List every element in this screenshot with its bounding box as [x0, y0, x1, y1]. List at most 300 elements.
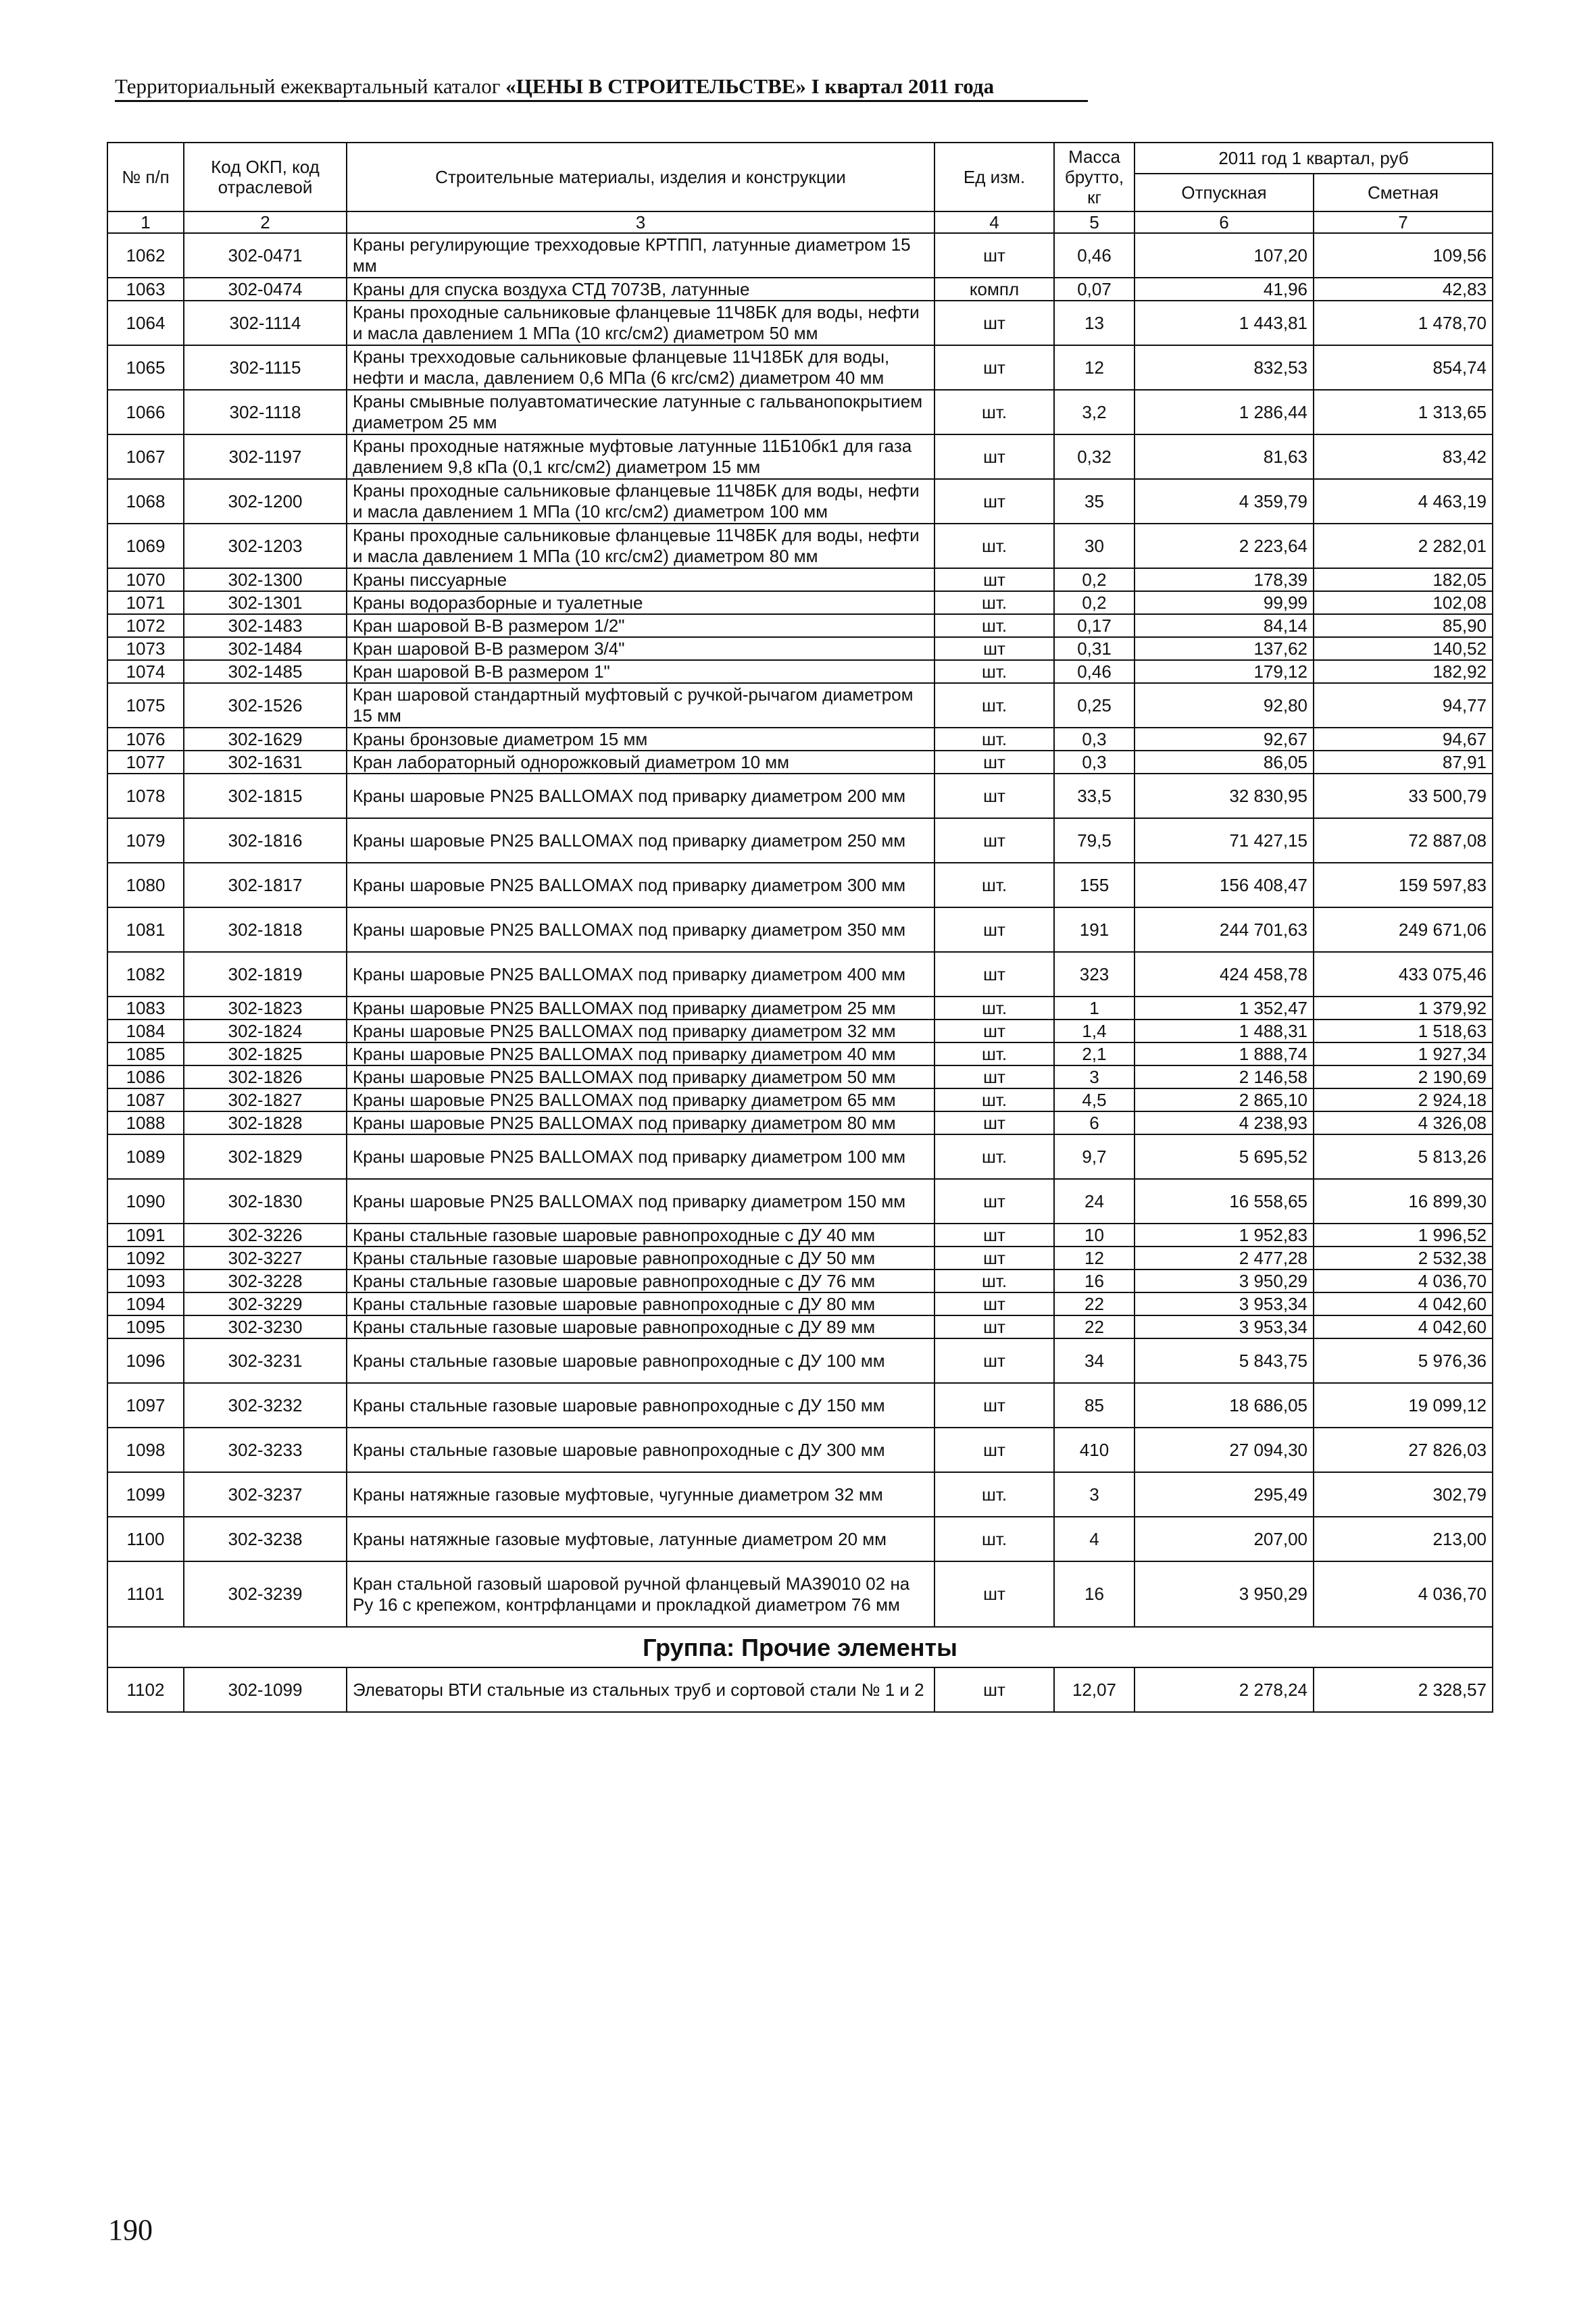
table-row	[107, 1561, 1493, 1627]
cell-release-price: 424 458,78	[1134, 952, 1314, 997]
cell-release-price: 2 477,28	[1134, 1247, 1314, 1269]
cell-mass: 85	[1054, 1383, 1134, 1428]
cell-name: Краны шаровые PN25 BALLOMAX под приварку диаметром 100 мм	[347, 1134, 934, 1179]
cell-mass: 1	[1054, 997, 1134, 1020]
cell-num: 1067	[107, 434, 184, 479]
cell-code: 302-1819	[184, 952, 347, 997]
cell-code: 302-3238	[184, 1517, 347, 1561]
cell-estimate-price: 4 036,70	[1314, 1269, 1493, 1292]
cell-unit: шт	[934, 1247, 1054, 1269]
cell-mass: 0,25	[1054, 683, 1134, 728]
cell-num: 1063	[107, 278, 184, 301]
cell-estimate-price: 4 463,19	[1314, 479, 1493, 524]
table-row	[107, 863, 1493, 907]
cell-unit: шт	[934, 637, 1054, 660]
cell-name: Кран шаровой В-В размером 1/2"	[347, 614, 934, 637]
table-row	[107, 1134, 1493, 1179]
cell-release-price: 178,39	[1134, 568, 1314, 591]
cell-name: Краны шаровые PN25 BALLOMAX под приварку диаметром 25 мм	[347, 997, 934, 1020]
cell-estimate-price: 249 671,06	[1314, 907, 1493, 952]
table-row	[107, 1224, 1493, 1247]
table-row	[107, 683, 1493, 728]
table-row	[107, 479, 1493, 524]
cell-release-price: 3 950,29	[1134, 1561, 1314, 1627]
cell-code: 302-1828	[184, 1111, 347, 1134]
cell-mass: 0,2	[1054, 568, 1134, 591]
cell-unit: шт.	[934, 1517, 1054, 1561]
cell-mass: 0,17	[1054, 614, 1134, 637]
cell-num: 1073	[107, 637, 184, 660]
cell-mass: 12	[1054, 345, 1134, 390]
table-row	[107, 997, 1493, 1020]
cell-release-price: 137,62	[1134, 637, 1314, 660]
cell-mass: 16	[1054, 1269, 1134, 1292]
cell-mass: 22	[1054, 1292, 1134, 1315]
table-row	[107, 390, 1493, 434]
cell-num: 1076	[107, 728, 184, 751]
cell-code: 302-1817	[184, 863, 347, 907]
cell-mass: 34	[1054, 1338, 1134, 1383]
cell-estimate-price: 1 379,92	[1314, 997, 1493, 1020]
cell-unit: шт.	[934, 614, 1054, 637]
cell-num: 1072	[107, 614, 184, 637]
cell-release-price: 1 888,74	[1134, 1042, 1314, 1065]
header-price-group: 2011 год 1 квартал, руб	[1134, 143, 1493, 174]
cell-estimate-price: 72 887,08	[1314, 818, 1493, 863]
cell-release-price: 71 427,15	[1134, 818, 1314, 863]
cell-name: Краны для спуска воздуха СТД 7073В, латунные	[347, 278, 934, 301]
cell-num: 1079	[107, 818, 184, 863]
cell-estimate-price: 213,00	[1314, 1517, 1493, 1561]
table-row	[107, 907, 1493, 952]
table-row	[107, 1042, 1493, 1065]
cell-code: 302-1200	[184, 479, 347, 524]
cell-estimate-price: 1 313,65	[1314, 390, 1493, 434]
cell-estimate-price: 4 042,60	[1314, 1292, 1493, 1315]
cell-code: 302-1631	[184, 751, 347, 774]
table-row	[107, 278, 1493, 301]
cell-estimate-price: 302,79	[1314, 1472, 1493, 1517]
cell-num: 1088	[107, 1111, 184, 1134]
cell-estimate-price: 182,05	[1314, 568, 1493, 591]
cell-estimate-price: 27 826,03	[1314, 1428, 1493, 1472]
cell-release-price: 156 408,47	[1134, 863, 1314, 907]
cell-name: Краны смывные полуавтоматические латунные с гальванопокрытием диаметром 25 мм	[347, 390, 934, 434]
cell-unit: шт	[934, 1224, 1054, 1247]
cell-code: 302-1827	[184, 1088, 347, 1111]
cell-name: Краны шаровые PN25 BALLOMAX под приварку диаметром 65 мм	[347, 1088, 934, 1111]
cell-unit: шт	[934, 1315, 1054, 1338]
cell-mass: 0,31	[1054, 637, 1134, 660]
cell-code: 302-1526	[184, 683, 347, 728]
cell-unit: шт.	[934, 390, 1054, 434]
table-body	[107, 233, 1493, 1627]
cell-code: 302-1114	[184, 301, 347, 345]
cell-num: 1101	[107, 1561, 184, 1627]
cell-code: 302-1118	[184, 390, 347, 434]
cell-mass: 323	[1054, 952, 1134, 997]
cell-estimate-price: 16 899,30	[1314, 1179, 1493, 1224]
cell-release-price: 1 443,81	[1134, 301, 1314, 345]
cell-unit: шт.	[934, 524, 1054, 568]
cell-num: 1090	[107, 1179, 184, 1224]
table-row	[107, 1338, 1493, 1383]
cell-unit: шт	[934, 1667, 1054, 1712]
cell-release-price: 92,80	[1134, 683, 1314, 728]
header-title: «ЦЕНЫ В СТРОИТЕЛЬСТВЕ»	[505, 74, 806, 98]
cell-unit: шт	[934, 1338, 1054, 1383]
table-row	[107, 1292, 1493, 1315]
price-table	[107, 142, 1493, 1713]
cell-name: Краны писсуарные	[347, 568, 934, 591]
cell-estimate-price: 1 996,52	[1314, 1224, 1493, 1247]
cell-code: 302-1825	[184, 1042, 347, 1065]
cell-release-price: 107,20	[1134, 233, 1314, 278]
cell-name: Краны водоразборные и туалетные	[347, 591, 934, 614]
cell-mass: 0,3	[1054, 751, 1134, 774]
cell-release-price: 1 352,47	[1134, 997, 1314, 1020]
cell-mass: 0,32	[1054, 434, 1134, 479]
column-numbers-row	[107, 211, 1493, 233]
cell-code: 302-1115	[184, 345, 347, 390]
cell-mass: 33,5	[1054, 774, 1134, 818]
cell-code: 302-3227	[184, 1247, 347, 1269]
cell-num: 1085	[107, 1042, 184, 1065]
col-number: 4	[934, 211, 1054, 233]
cell-mass: 0,46	[1054, 233, 1134, 278]
cell-code: 302-1483	[184, 614, 347, 637]
cell-code: 302-1300	[184, 568, 347, 591]
cell-name: Элеваторы ВТИ стальные из стальных труб и сортовой стали № 1 и 2	[347, 1667, 934, 1712]
cell-num: 1089	[107, 1134, 184, 1179]
cell-num: 1065	[107, 345, 184, 390]
cell-code: 302-3232	[184, 1383, 347, 1428]
cell-name: Краны шаровые PN25 BALLOMAX под приварку диаметром 200 мм	[347, 774, 934, 818]
table-row	[107, 1179, 1493, 1224]
cell-estimate-price: 109,56	[1314, 233, 1493, 278]
cell-name: Краны стальные газовые шаровые равнопроходные с ДУ 100 мм	[347, 1338, 934, 1383]
cell-release-price: 244 701,63	[1134, 907, 1314, 952]
cell-num: 1082	[107, 952, 184, 997]
cell-estimate-price: 87,91	[1314, 751, 1493, 774]
table-row	[107, 1269, 1493, 1292]
cell-mass: 1,4	[1054, 1020, 1134, 1042]
cell-mass: 155	[1054, 863, 1134, 907]
cell-code: 302-1484	[184, 637, 347, 660]
cell-estimate-price: 4 042,60	[1314, 1315, 1493, 1338]
cell-num: 1092	[107, 1247, 184, 1269]
cell-code: 302-1203	[184, 524, 347, 568]
cell-code: 302-3239	[184, 1561, 347, 1627]
cell-estimate-price: 4 036,70	[1314, 1561, 1493, 1627]
cell-code: 302-1823	[184, 997, 347, 1020]
cell-release-price: 41,96	[1134, 278, 1314, 301]
cell-unit: шт	[934, 907, 1054, 952]
cell-code: 302-0471	[184, 233, 347, 278]
cell-num: 1091	[107, 1224, 184, 1247]
cell-release-price: 3 953,34	[1134, 1292, 1314, 1315]
table-row	[107, 614, 1493, 637]
cell-mass: 79,5	[1054, 818, 1134, 863]
cell-name: Краны регулирующие трехходовые КРТПП, латунные диаметром 15 мм	[347, 233, 934, 278]
group-body	[107, 1667, 1493, 1712]
cell-num: 1086	[107, 1065, 184, 1088]
cell-unit: шт	[934, 1111, 1054, 1134]
cell-name: Краны шаровые PN25 BALLOMAX под приварку диаметром 400 мм	[347, 952, 934, 997]
cell-estimate-price: 1 927,34	[1314, 1042, 1493, 1065]
cell-unit: шт.	[934, 1472, 1054, 1517]
cell-code: 302-3233	[184, 1428, 347, 1472]
cell-unit: шт.	[934, 1088, 1054, 1111]
cell-code: 302-1197	[184, 434, 347, 479]
group-title: Группа: Прочие элементы	[107, 1627, 1493, 1667]
cell-estimate-price: 1 478,70	[1314, 301, 1493, 345]
cell-name: Краны шаровые PN25 BALLOMAX под приварку диаметром 50 мм	[347, 1065, 934, 1088]
cell-unit: шт.	[934, 660, 1054, 683]
cell-release-price: 1 952,83	[1134, 1224, 1314, 1247]
cell-unit: шт.	[934, 863, 1054, 907]
cell-estimate-price: 159 597,83	[1314, 863, 1493, 907]
cell-mass: 4,5	[1054, 1088, 1134, 1111]
col-number: 1	[107, 211, 184, 233]
cell-code: 302-1815	[184, 774, 347, 818]
cell-estimate-price: 5 976,36	[1314, 1338, 1493, 1383]
cell-name: Краны шаровые PN25 BALLOMAX под приварку диаметром 40 мм	[347, 1042, 934, 1065]
cell-estimate-price: 433 075,46	[1314, 952, 1493, 997]
cell-release-price: 99,99	[1134, 591, 1314, 614]
cell-num: 1093	[107, 1269, 184, 1292]
cell-code: 302-1826	[184, 1065, 347, 1088]
table-row	[107, 1517, 1493, 1561]
cell-unit: шт	[934, 1020, 1054, 1042]
cell-unit: шт.	[934, 1042, 1054, 1065]
table-row	[107, 952, 1493, 997]
cell-estimate-price: 5 813,26	[1314, 1134, 1493, 1179]
col-number: 2	[184, 211, 347, 233]
table-row	[107, 1428, 1493, 1472]
cell-unit: шт	[934, 345, 1054, 390]
cell-unit: шт	[934, 1065, 1054, 1088]
cell-estimate-price: 42,83	[1314, 278, 1493, 301]
cell-release-price: 5 843,75	[1134, 1338, 1314, 1383]
cell-name: Краны трехходовые сальниковые фланцевые 11Ч18БК для воды, нефти и масла, давлением 0,6 МПа (6 кгс/см2) диаметром 40 мм	[347, 345, 934, 390]
cell-estimate-price: 94,67	[1314, 728, 1493, 751]
col-number: 5	[1054, 211, 1134, 233]
table-row	[107, 660, 1493, 683]
cell-code: 302-1830	[184, 1179, 347, 1224]
header-release: Отпускная	[1134, 174, 1314, 211]
cell-name: Кран шаровой стандартный муфтовый с ручкой-рычагом диаметром 15 мм	[347, 683, 934, 728]
cell-mass: 0,07	[1054, 278, 1134, 301]
cell-unit: шт.	[934, 1134, 1054, 1179]
cell-code: 302-0474	[184, 278, 347, 301]
cell-estimate-price: 2 532,38	[1314, 1247, 1493, 1269]
col-number: 3	[347, 211, 934, 233]
cell-unit: шт	[934, 1179, 1054, 1224]
table-row	[107, 818, 1493, 863]
cell-release-price: 92,67	[1134, 728, 1314, 751]
cell-name: Краны стальные газовые шаровые равнопроходные с ДУ 89 мм	[347, 1315, 934, 1338]
cell-mass: 0,2	[1054, 591, 1134, 614]
cell-estimate-price: 2 328,57	[1314, 1667, 1493, 1712]
table-row	[107, 301, 1493, 345]
table-row	[107, 751, 1493, 774]
cell-num: 1098	[107, 1428, 184, 1472]
cell-name: Краны шаровые PN25 BALLOMAX под приварку диаметром 150 мм	[347, 1179, 934, 1224]
cell-release-price: 32 830,95	[1134, 774, 1314, 818]
cell-unit: шт	[934, 751, 1054, 774]
header-period: I квартал 2011 года	[805, 74, 995, 98]
cell-release-price: 86,05	[1134, 751, 1314, 774]
table-row	[107, 728, 1493, 751]
cell-num: 1095	[107, 1315, 184, 1338]
cell-release-price: 179,12	[1134, 660, 1314, 683]
cell-mass: 16	[1054, 1561, 1134, 1627]
cell-estimate-price: 33 500,79	[1314, 774, 1493, 818]
cell-num: 1102	[107, 1667, 184, 1712]
cell-num: 1074	[107, 660, 184, 683]
cell-code: 302-3230	[184, 1315, 347, 1338]
cell-mass: 0,46	[1054, 660, 1134, 683]
table-row	[107, 1020, 1493, 1042]
table-row	[107, 1111, 1493, 1134]
cell-estimate-price: 854,74	[1314, 345, 1493, 390]
cell-mass: 2,1	[1054, 1042, 1134, 1065]
cell-code: 302-3237	[184, 1472, 347, 1517]
table-row	[107, 1383, 1493, 1428]
header-num: № п/п	[107, 143, 184, 211]
cell-name: Краны стальные газовые шаровые равнопроходные с ДУ 50 мм	[347, 1247, 934, 1269]
cell-release-price: 2 278,24	[1134, 1667, 1314, 1712]
table-row	[107, 345, 1493, 390]
cell-mass: 4	[1054, 1517, 1134, 1561]
cell-estimate-price: 182,92	[1314, 660, 1493, 683]
cell-release-price: 3 950,29	[1134, 1269, 1314, 1292]
table-row	[107, 774, 1493, 818]
cell-release-price: 5 695,52	[1134, 1134, 1314, 1179]
cell-mass: 3	[1054, 1472, 1134, 1517]
cell-mass: 3,2	[1054, 390, 1134, 434]
cell-estimate-price: 102,08	[1314, 591, 1493, 614]
cell-code: 302-1829	[184, 1134, 347, 1179]
cell-code: 302-1816	[184, 818, 347, 863]
table-row	[107, 637, 1493, 660]
cell-unit: шт	[934, 818, 1054, 863]
cell-mass: 0,3	[1054, 728, 1134, 751]
cell-release-price: 2 146,58	[1134, 1065, 1314, 1088]
cell-release-price: 1 286,44	[1134, 390, 1314, 434]
cell-num: 1083	[107, 997, 184, 1020]
cell-estimate-price: 85,90	[1314, 614, 1493, 637]
table-row	[107, 233, 1493, 278]
table-row	[107, 1088, 1493, 1111]
cell-mass: 30	[1054, 524, 1134, 568]
cell-mass: 9,7	[1054, 1134, 1134, 1179]
table-row	[107, 434, 1493, 479]
cell-name: Краны стальные газовые шаровые равнопроходные с ДУ 300 мм	[347, 1428, 934, 1472]
cell-unit: шт	[934, 233, 1054, 278]
cell-code: 302-1629	[184, 728, 347, 751]
cell-release-price: 18 686,05	[1134, 1383, 1314, 1428]
cell-unit: шт.	[934, 728, 1054, 751]
cell-code: 302-1824	[184, 1020, 347, 1042]
cell-unit: шт	[934, 1561, 1054, 1627]
cell-name: Краны проходные натяжные муфтовые латунные 11Б10бк1 для газа давлением 9,8 кПа (0,1 кгс/см2) диаметром 15 мм	[347, 434, 934, 479]
cell-name: Краны шаровые PN25 BALLOMAX под приварку диаметром 80 мм	[347, 1111, 934, 1134]
cell-name: Кран шаровой В-В размером 1"	[347, 660, 934, 683]
cell-release-price: 2 865,10	[1134, 1088, 1314, 1111]
cell-num: 1075	[107, 683, 184, 728]
cell-release-price: 81,63	[1134, 434, 1314, 479]
cell-name: Краны проходные сальниковые фланцевые 11Ч8БК для воды, нефти и масла давлением 1 МПа (10 кгс/см2) диаметром 80 мм	[347, 524, 934, 568]
cell-name: Краны проходные сальниковые фланцевые 11Ч8БК для воды, нефти и масла давлением 1 МПа (10 кгс/см2) диаметром 100 мм	[347, 479, 934, 524]
cell-release-price: 832,53	[1134, 345, 1314, 390]
cell-name: Краны стальные газовые шаровые равнопроходные с ДУ 76 мм	[347, 1269, 934, 1292]
cell-num: 1084	[107, 1020, 184, 1042]
col-number: 7	[1314, 211, 1493, 233]
cell-code: 302-3228	[184, 1269, 347, 1292]
cell-unit: шт.	[934, 1269, 1054, 1292]
table-row	[107, 524, 1493, 568]
cell-unit: шт	[934, 952, 1054, 997]
header-mass: Масса брутто, кг	[1054, 143, 1134, 211]
cell-mass: 410	[1054, 1428, 1134, 1472]
cell-num: 1070	[107, 568, 184, 591]
cell-code: 302-3226	[184, 1224, 347, 1247]
cell-estimate-price: 94,77	[1314, 683, 1493, 728]
cell-unit: шт	[934, 1383, 1054, 1428]
table-row	[107, 1247, 1493, 1269]
table-row	[107, 1472, 1493, 1517]
header-prefix: Территориальный ежеквартальный каталог	[115, 74, 506, 98]
cell-name: Краны шаровые PN25 BALLOMAX под приварку диаметром 250 мм	[347, 818, 934, 863]
table-row	[107, 568, 1493, 591]
cell-unit: шт.	[934, 997, 1054, 1020]
cell-estimate-price: 1 518,63	[1314, 1020, 1493, 1042]
table-row	[107, 1065, 1493, 1088]
cell-code: 302-1301	[184, 591, 347, 614]
cell-estimate-price: 2 282,01	[1314, 524, 1493, 568]
cell-mass: 35	[1054, 479, 1134, 524]
cell-name: Краны шаровые PN25 BALLOMAX под приварку диаметром 32 мм	[347, 1020, 934, 1042]
cell-name: Кран лабораторный однорожковый диаметром 10 мм	[347, 751, 934, 774]
cell-release-price: 84,14	[1134, 614, 1314, 637]
cell-unit: шт.	[934, 591, 1054, 614]
cell-mass: 13	[1054, 301, 1134, 345]
header-code: Код ОКП, код отраслевой	[184, 143, 347, 211]
header-name: Строительные материалы, изделия и конструкции	[347, 143, 934, 211]
cell-name: Краны шаровые PN25 BALLOMAX под приварку диаметром 350 мм	[347, 907, 934, 952]
header-estimate: Сметная	[1314, 174, 1493, 211]
cell-estimate-price: 83,42	[1314, 434, 1493, 479]
cell-num: 1078	[107, 774, 184, 818]
cell-unit: шт	[934, 434, 1054, 479]
cell-name: Краны бронзовые диаметром 15 мм	[347, 728, 934, 751]
cell-release-price: 3 953,34	[1134, 1315, 1314, 1338]
cell-num: 1064	[107, 301, 184, 345]
cell-name: Краны стальные газовые шаровые равнопроходные с ДУ 150 мм	[347, 1383, 934, 1428]
cell-mass: 191	[1054, 907, 1134, 952]
cell-name: Краны натяжные газовые муфтовые, чугунные диаметром 32 мм	[347, 1472, 934, 1517]
cell-release-price: 295,49	[1134, 1472, 1314, 1517]
cell-release-price: 207,00	[1134, 1517, 1314, 1561]
cell-num: 1081	[107, 907, 184, 952]
cell-num: 1071	[107, 591, 184, 614]
cell-release-price: 1 488,31	[1134, 1020, 1314, 1042]
table-row	[107, 1667, 1493, 1712]
cell-unit: шт	[934, 479, 1054, 524]
cell-estimate-price: 19 099,12	[1314, 1383, 1493, 1428]
